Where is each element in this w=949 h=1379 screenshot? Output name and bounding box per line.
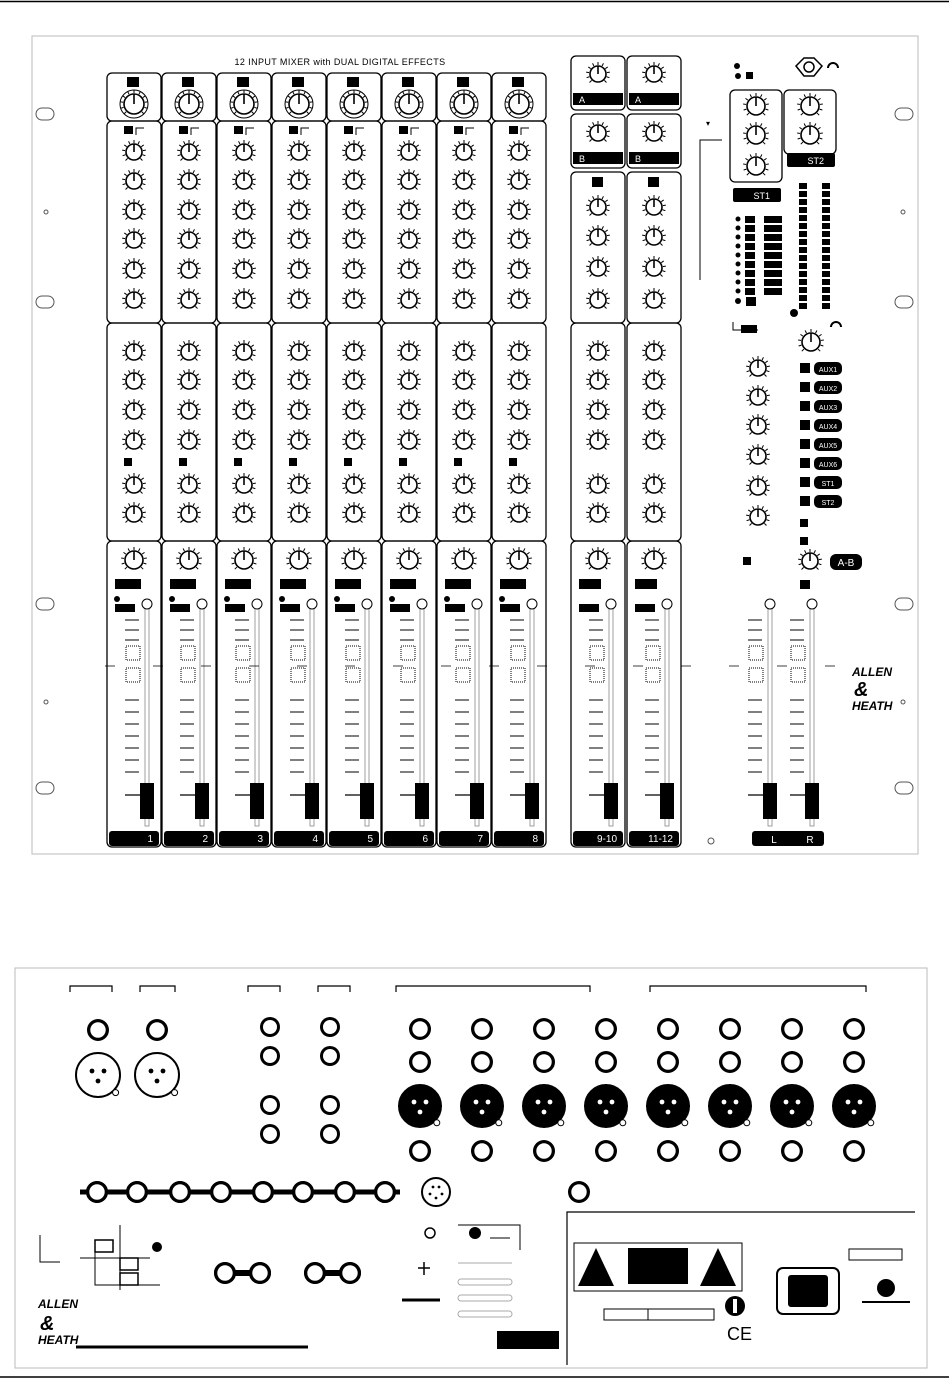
line-input-jack[interactable] bbox=[843, 1051, 865, 1073]
svg-text:4: 4 bbox=[312, 834, 318, 845]
svg-text:ST2: ST2 bbox=[821, 500, 835, 507]
svg-text:HEATH: HEATH bbox=[38, 1333, 79, 1347]
svg-text:5: 5 bbox=[367, 834, 373, 845]
mic-xlr-input[interactable] bbox=[461, 1085, 503, 1127]
aux-output-jack[interactable] bbox=[210, 1181, 232, 1203]
footswitch-jack[interactable] bbox=[568, 1181, 590, 1203]
aux-output-jack[interactable] bbox=[374, 1181, 396, 1203]
line-input-jack[interactable] bbox=[781, 1051, 803, 1073]
aux-output-jack[interactable] bbox=[252, 1181, 274, 1203]
svg-text:ST1: ST1 bbox=[753, 191, 770, 201]
svg-text:▾: ▾ bbox=[706, 119, 711, 128]
stereo-jack-input[interactable] bbox=[260, 1124, 280, 1144]
master-jack-output[interactable] bbox=[146, 1019, 168, 1041]
master-xlr-output[interactable] bbox=[76, 1053, 120, 1097]
rca-input[interactable] bbox=[260, 1017, 280, 1037]
mic-xlr-input[interactable] bbox=[523, 1085, 565, 1127]
mixer-title: 12 INPUT MIXER with DUAL DIGITAL EFFECTS bbox=[234, 57, 446, 67]
xlr-cable-icon bbox=[469, 1227, 481, 1239]
direct-output-jack[interactable] bbox=[781, 1140, 803, 1162]
svg-text:AUX6: AUX6 bbox=[818, 462, 838, 469]
direct-output-jack[interactable] bbox=[719, 1140, 741, 1162]
insert-jack[interactable] bbox=[595, 1018, 617, 1040]
master-xlr-output[interactable] bbox=[135, 1053, 179, 1097]
svg-text:2: 2 bbox=[202, 834, 208, 845]
mic-xlr-input[interactable] bbox=[771, 1085, 813, 1127]
direct-output-jack[interactable] bbox=[595, 1140, 617, 1162]
insert-jack[interactable] bbox=[471, 1018, 493, 1040]
insert-jack[interactable] bbox=[249, 1262, 271, 1284]
midi-socket[interactable] bbox=[422, 1178, 450, 1206]
svg-text:&: & bbox=[854, 679, 869, 701]
line-input-jack[interactable] bbox=[657, 1051, 679, 1073]
svg-text:ST2: ST2 bbox=[807, 156, 824, 166]
svg-text:B: B bbox=[635, 154, 642, 164]
direct-output-jack[interactable] bbox=[409, 1140, 431, 1162]
line-input-jack[interactable] bbox=[719, 1051, 741, 1073]
svg-text:L: L bbox=[771, 835, 777, 846]
block-diagram bbox=[40, 1225, 162, 1290]
svg-text:AUX1: AUX1 bbox=[818, 367, 838, 374]
svg-text:9-10: 9-10 bbox=[596, 834, 617, 845]
direct-output-jack[interactable] bbox=[471, 1140, 493, 1162]
stereo-jack-input[interactable] bbox=[320, 1124, 340, 1144]
mic-xlr-input[interactable] bbox=[833, 1085, 875, 1127]
svg-text:AUX5: AUX5 bbox=[818, 443, 838, 450]
line-input-jack[interactable] bbox=[471, 1051, 493, 1073]
svg-text:A: A bbox=[579, 95, 586, 105]
stereo-jack-input[interactable] bbox=[320, 1095, 340, 1115]
master-jack-output[interactable] bbox=[87, 1019, 109, 1041]
aux-output-jack[interactable] bbox=[86, 1181, 108, 1203]
svg-text:ALLEN: ALLEN bbox=[852, 665, 892, 679]
serial-plate bbox=[497, 1331, 559, 1349]
insert-jack[interactable] bbox=[533, 1018, 555, 1040]
insert-jack[interactable] bbox=[409, 1018, 431, 1040]
svg-text:A: A bbox=[635, 95, 642, 105]
insert-jack[interactable] bbox=[657, 1018, 679, 1040]
rca-input[interactable] bbox=[320, 1046, 340, 1066]
mic-xlr-input[interactable] bbox=[647, 1085, 689, 1127]
svg-text:AUX3: AUX3 bbox=[818, 405, 838, 412]
svg-text:B: B bbox=[579, 154, 586, 164]
direct-output-jack[interactable] bbox=[843, 1140, 865, 1162]
xlr-cable-icon bbox=[425, 1228, 435, 1238]
svg-text:ST1: ST1 bbox=[821, 481, 835, 488]
stereo-jack-input[interactable] bbox=[260, 1095, 280, 1115]
svg-text:1: 1 bbox=[147, 834, 153, 845]
svg-text:AUX4: AUX4 bbox=[818, 424, 838, 431]
insert-jack[interactable] bbox=[214, 1262, 236, 1284]
svg-text:A-B: A-B bbox=[837, 558, 855, 569]
line-input-jack[interactable] bbox=[595, 1051, 617, 1073]
svg-text:ALLEN: ALLEN bbox=[38, 1297, 78, 1311]
ground-lift-switch[interactable] bbox=[877, 1279, 895, 1297]
svg-text:3: 3 bbox=[257, 834, 263, 845]
jack-cable-icon bbox=[418, 1262, 430, 1275]
brand-logo-rear bbox=[37, 1297, 79, 1347]
aux-output-jack[interactable] bbox=[169, 1181, 191, 1203]
svg-text:8: 8 bbox=[532, 834, 538, 845]
svg-text:&: & bbox=[40, 1313, 55, 1335]
aux-output-jack[interactable] bbox=[292, 1181, 314, 1203]
insert-jack[interactable] bbox=[339, 1262, 361, 1284]
aux-output-jack[interactable] bbox=[126, 1181, 148, 1203]
rca-input[interactable] bbox=[320, 1017, 340, 1037]
rca-input[interactable] bbox=[260, 1046, 280, 1066]
insert-jack[interactable] bbox=[719, 1018, 741, 1040]
svg-text:11-12: 11-12 bbox=[648, 834, 673, 845]
direct-output-jack[interactable] bbox=[533, 1140, 555, 1162]
svg-text:6: 6 bbox=[422, 834, 428, 845]
insert-jack[interactable] bbox=[304, 1262, 326, 1284]
ce-mark: CE bbox=[727, 1324, 753, 1344]
line-input-jack[interactable] bbox=[409, 1051, 431, 1073]
direct-output-jack[interactable] bbox=[657, 1140, 679, 1162]
insert-jack[interactable] bbox=[843, 1018, 865, 1040]
mic-xlr-input[interactable] bbox=[585, 1085, 627, 1127]
mic-xlr-input[interactable] bbox=[399, 1085, 441, 1127]
svg-text:HEATH: HEATH bbox=[852, 699, 893, 713]
svg-text:7: 7 bbox=[477, 834, 483, 845]
mic-xlr-input[interactable] bbox=[709, 1085, 751, 1127]
aux-output-jack[interactable] bbox=[334, 1181, 356, 1203]
svg-text:AUX2: AUX2 bbox=[818, 386, 838, 393]
line-input-jack[interactable] bbox=[533, 1051, 555, 1073]
svg-text:R: R bbox=[806, 835, 814, 846]
insert-jack[interactable] bbox=[781, 1018, 803, 1040]
